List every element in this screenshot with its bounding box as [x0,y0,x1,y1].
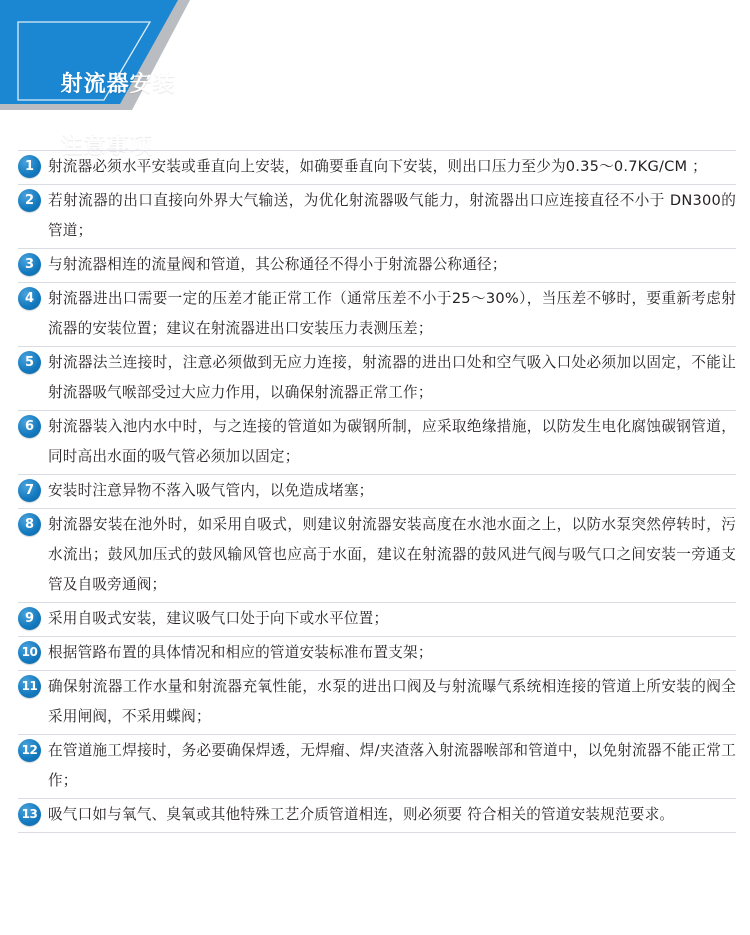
list-item-text: 吸气口如与氧气、臭氧或其他特殊工艺介质管道相连，则必须要 符合相关的管道安装规范要求。 [48,806,675,823]
list-item-number: 3 [18,253,41,276]
list-item-number: 12 [18,739,41,762]
list-item-text: 在管道施工焊接时，务必要确保焊透，无焊瘤、焊/夹渣落入射流器喉部和管道中，以免射流器不能正常工作； [48,742,736,789]
notice-list [0,150,750,833]
list-item-text: 确保射流器工作水量和射流器充氧性能，水泵的进出口阀及与射流曝气系统相连接的管道上所安装的阀全采用闸阀，不采用蝶阀； [48,678,736,725]
list-item-text: 射流器安装在池外时，如采用自吸式，则建议射流器安装高度在水池水面之上，以防水泵突然停转时，污水流出；鼓风加压式的鼓风输风管也应高于水面，建议在射流器的鼓风进气阀与吸气口之间安装一旁通支管及自吸旁通阀； [48,516,736,593]
banner-title-line2: 注意事项 [60,134,153,159]
list-item [18,347,736,411]
list-item-number: 11 [18,675,41,698]
list-item-text: 射流器法兰连接时，注意必须做到无应力连接，射流器的进出口处和空气吸入口处必须加以固定，不能让射流器吸气喉部受过大应力作用，以确保射流器正常工作； [48,354,736,401]
list-item-text: 安装时注意异物不落入吸气管内，以免造成堵塞； [48,482,374,499]
list-item-text: 与射流器相连的流量阀和管道，其公称通径不得小于射流器公称通径； [48,256,507,273]
list-item-number: 7 [18,479,41,502]
list-item-text: 射流器进出口需要一定的压差才能正常工作（通常压差不小于25～30%），当压差不够时，要重新考虑射流器的安装位置；建议在射流器进出口安装压力表测压差； [48,290,736,337]
list-item [18,509,736,603]
list-item [18,799,736,833]
list-item [18,735,736,799]
list-item-text: 若射流器的出口直接向外界大气输送，为优化射流器吸气能力，射流器出口应连接直径不小于 DN300的管道； [48,192,736,239]
list-item-number: 1 [18,155,41,178]
list-item-text: 根据管路布置的具体情况和相应的管道安装标准布置支架； [48,644,433,661]
list-item-text: 采用自吸式安装，建议吸气口处于向下或水平位置； [48,610,389,627]
list-item-text: 射流器必须水平安装或垂直向上安装，如确要垂直向下安装，则出口压力至少为0.35～0.7KG/CM ； [48,158,707,175]
banner-title-line1: 射流器安装 [60,72,176,97]
list-item [18,249,736,283]
list-item [18,475,736,509]
list-item-text: 射流器装入池内水中时，与之连接的管道如为碳钢所制，应采取绝缘措施，以防发生电化腐蚀碳钢管道，同时高出水面的吸气管必须加以固定； [48,418,736,465]
list-item [18,283,736,347]
list-item [18,637,736,671]
list-item-number: 9 [18,607,41,630]
list-item-number: 10 [18,641,41,664]
list-item-number: 2 [18,189,41,212]
list-item [18,150,736,185]
list-item [18,603,736,637]
list-item-number: 13 [18,803,41,826]
page-header [0,0,750,159]
list-item-number: 5 [18,351,41,374]
list-item [18,411,736,475]
list-item-number: 8 [18,513,41,536]
list-item-number: 4 [18,287,41,310]
list-item [18,671,736,735]
list-item [18,185,736,249]
list-item-number: 6 [18,415,41,438]
